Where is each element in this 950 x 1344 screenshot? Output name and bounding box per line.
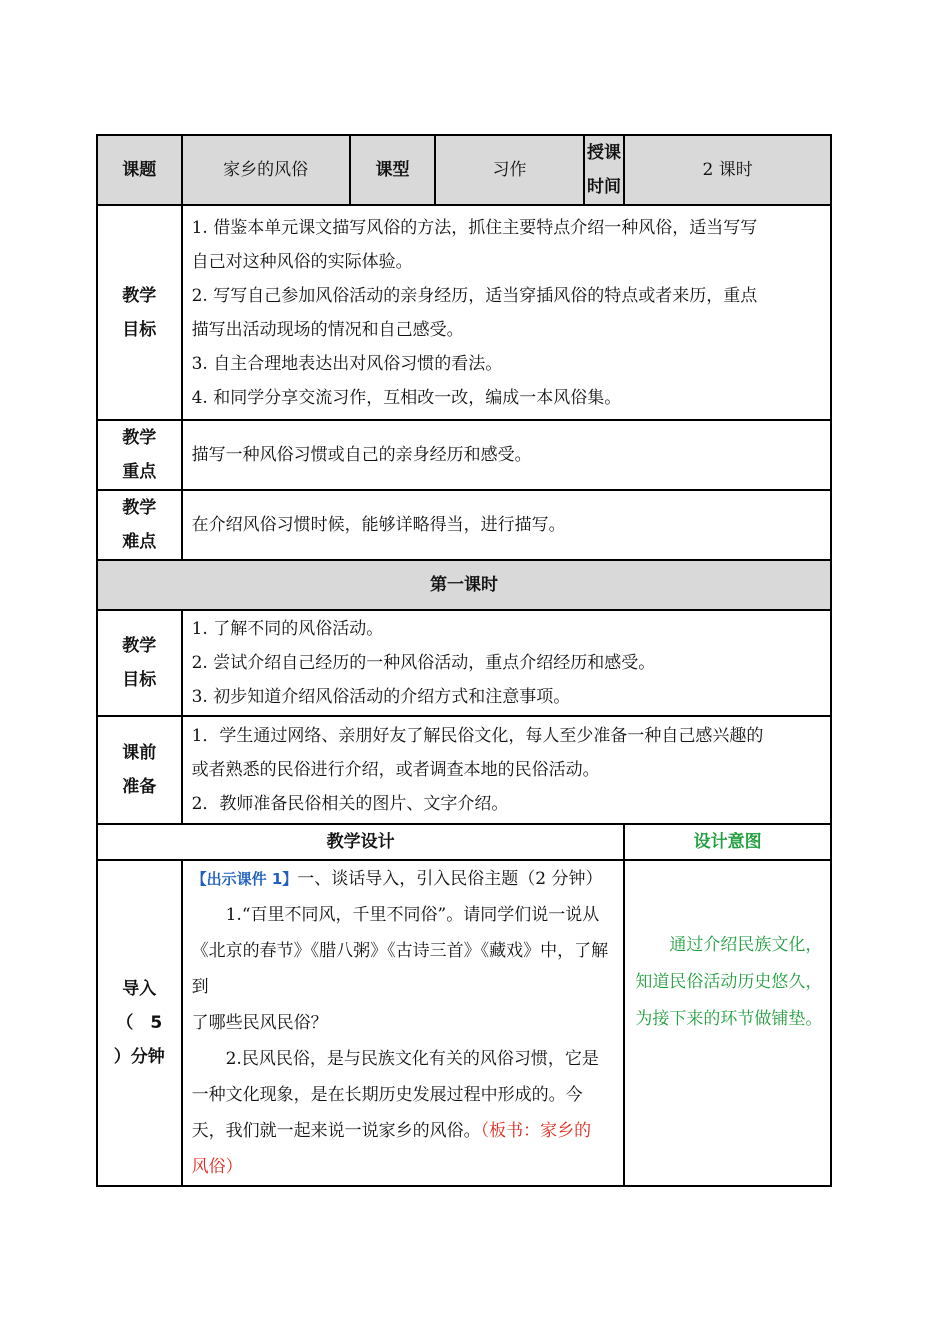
lesson-goals-content: 1. 了解不同的风俗活动。 2. 尝试介绍自己经历的一种风俗活动，重点介绍经历和感受。 3. 初步知道介绍风俗活动的介绍方式和注意事项。 [182, 610, 831, 716]
goals-row [97, 205, 831, 420]
lesson-goals-row [97, 610, 831, 716]
key-points-row [97, 420, 831, 490]
courseware-tag: 【出示课件 1】 [191, 870, 298, 888]
design-column-header: 教学设计 [97, 824, 624, 860]
step-title: 一、谈话导入，引入民俗主题（2 分钟） [297, 869, 603, 889]
first-lesson-row [97, 560, 831, 610]
type-label: 课型 [350, 135, 436, 205]
difficulties-label: 教学 难点 [97, 490, 182, 560]
prep-row [97, 716, 831, 824]
lesson-goals-label: 教学 目标 [97, 610, 182, 716]
lesson-plan-table [96, 134, 832, 1187]
difficulties-row [97, 490, 831, 560]
board-note: （板书：家乡的 [480, 1121, 592, 1141]
header-row [97, 135, 831, 205]
topic-label: 课题 [97, 135, 182, 205]
time-label: 授课 时间 [584, 135, 625, 205]
time-value: 2 课时 [624, 135, 831, 205]
prep-label: 课前 准备 [97, 716, 182, 824]
lead-in-row [97, 860, 831, 1186]
first-lesson-title: 第一课时 [97, 560, 831, 610]
key-points-content: 描写一种风俗习惯或自己的亲身经历和感受。 [182, 420, 831, 490]
prep-content: 1．学生通过网络、亲朋好友了解民俗文化，每人至少准备一种自己感兴趣的 或者熟悉的民俗进行介绍，或者调查本地的民俗活动。 2．教师准备民俗相关的图片、文字介绍。 [182, 716, 831, 824]
difficulties-content: 在介绍风俗习惯时候，能够详略得当，进行描写。 [182, 490, 831, 560]
type-value: 习作 [435, 135, 583, 205]
board-note-cont: 风俗） [191, 1157, 243, 1177]
goals-content: 1. 借鉴本单元课文描写风俗的方法，抓住主要特点介绍一种风俗，适当写写 自己对这种风俗的实际体验。 2. 写写自己参加风俗活动的亲身经历，适当穿插风俗的特点或者来历，重点 描写出活动现场的情况和自己感受。 3. 自主合理地表达出对风俗习惯的看法。 4. 和同学分享交流习作，互相改一改，编成一本风俗集。 [182, 205, 831, 420]
design-header-row [97, 824, 831, 860]
topic-value: 家乡的风俗 [182, 135, 350, 205]
key-points-label: 教学 重点 [97, 420, 182, 490]
intent-content: 通过介绍民族文化，知道民俗活动历史悠久，为接下来的环节做铺垫。 [624, 860, 831, 1186]
stage-label: 导入 （ 5 ）分钟 [97, 860, 182, 1186]
goals-label: 教学 目标 [97, 205, 182, 420]
lead-in-content: 【出示课件 1】一、谈话导入，引入民俗主题（2 分钟） 1.“百里不同风，千里不同俗”。请同学们说一说从 《北京的春节》《腊八粥》《古诗三首》《藏戏》中，了解到 了哪些民风民俗？ 2.民风民俗，是与民族文化有关的风俗习惯，它是 一种文化现象，是在长期历史发展过程中形成的。今 天，我们就一起来说一说家乡的风俗。（板书：家乡的 风俗） [182, 860, 625, 1186]
intent-column-header: 设计意图 [624, 824, 831, 860]
